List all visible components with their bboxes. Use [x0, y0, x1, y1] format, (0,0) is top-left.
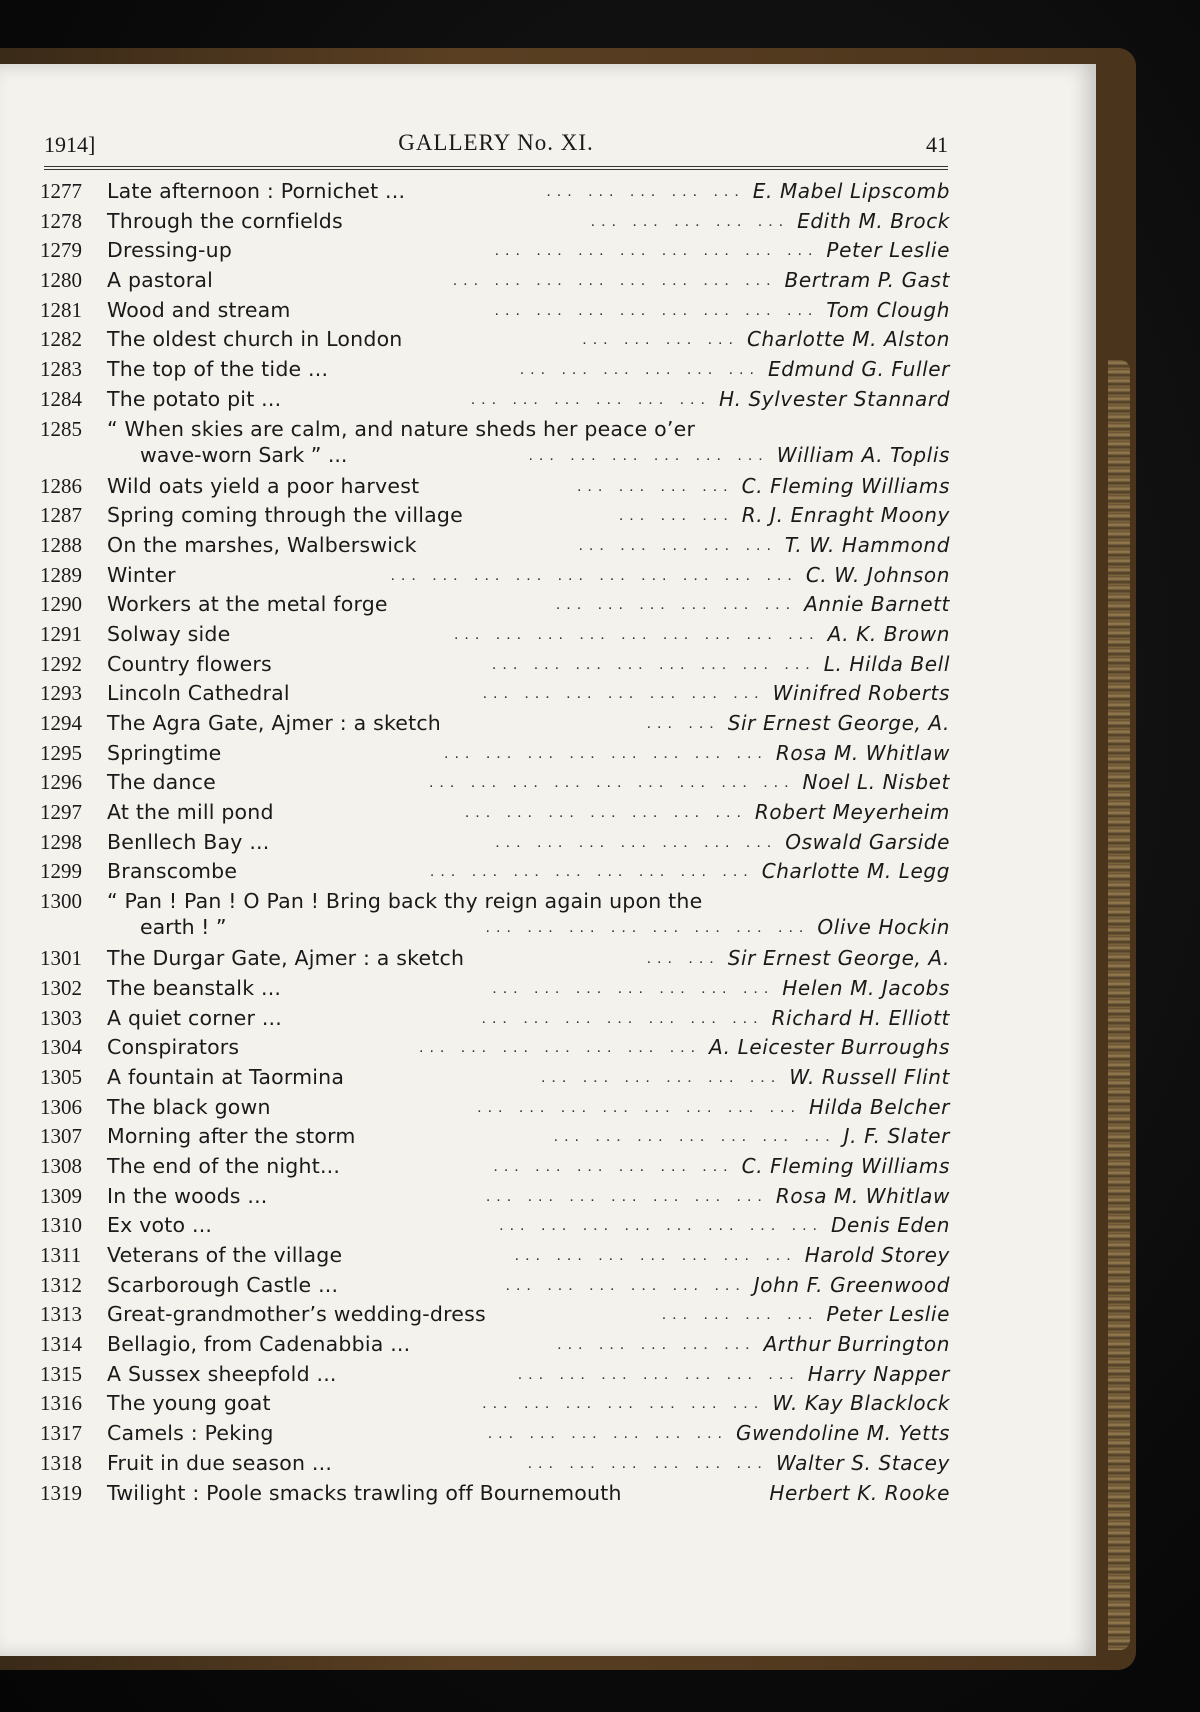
header-year: 1914]: [44, 132, 96, 157]
entry-number: 1281: [40, 297, 82, 322]
dot-leader: ... ... ... ... ... ... ...: [485, 1187, 768, 1205]
entry-artist: Hilda Belcher: [808, 1094, 950, 1119]
entry-title: Conspirators: [107, 1035, 240, 1060]
catalogue-entry: [40, 1479, 950, 1509]
entry-title: The Agra Gate, Ajmer : a sketch: [107, 711, 441, 735]
dot-leader: ... ... ... ... ... ... ...: [482, 685, 765, 703]
entry-title: Ex voto ...: [107, 1213, 213, 1238]
catalogue-entry: [40, 768, 950, 798]
entry-title: Great-grandmother’s wedding-dress: [107, 1302, 486, 1327]
catalogue-entry: [40, 1033, 950, 1063]
entry-artist: A. K. Brown: [827, 621, 950, 646]
entry-title: The potato pit ...: [107, 386, 282, 411]
dot-leader: ... ... ... ... ... ... ...: [517, 1365, 800, 1383]
catalogue-entry: [40, 650, 950, 680]
entry-artist: Winifred Roberts: [772, 681, 950, 706]
entry-title: The black gown: [107, 1094, 271, 1119]
entry-title: Dressing-up: [107, 238, 233, 263]
entry-artist: Charlotte M. Legg: [761, 859, 950, 884]
header-gallery-title: GALLERY No. XI.: [398, 130, 594, 155]
catalogue-entry: [40, 325, 950, 355]
entry-number: 1304: [40, 1035, 82, 1060]
entry-artist: Edith M. Brock: [797, 208, 950, 233]
catalogue-entry: [40, 1389, 950, 1419]
catalogue-entry: [40, 1152, 950, 1182]
catalogue-entry: [40, 1182, 950, 1212]
dot-leader: ... ... ... ... ... ...: [540, 1068, 782, 1086]
entry-number: 1286: [40, 473, 82, 498]
entry-number: 1319: [40, 1480, 82, 1505]
entry-artist: J. F. Slater: [843, 1124, 950, 1149]
entry-number: 1280: [40, 268, 82, 293]
entry-title: A quiet corner ...: [107, 1005, 282, 1030]
entry-title: Fruit in due season ...: [107, 1450, 333, 1475]
entry-artist: R. J. Enraght Moony: [741, 503, 950, 528]
entry-title: The beanstalk ...: [107, 975, 282, 1000]
entry-number: 1292: [40, 651, 82, 676]
entry-artist: Tom Clough: [826, 297, 950, 322]
entry-title: Veterans of the village: [107, 1243, 343, 1267]
entry-title: Springtime: [107, 740, 222, 765]
entry-number: 1310: [40, 1213, 82, 1238]
catalogue-entry: [40, 739, 950, 769]
entry-title: A pastoral: [107, 268, 214, 293]
entry-number: 1294: [40, 711, 82, 735]
entry-number: 1287: [40, 503, 82, 528]
entry-title: The dance: [107, 770, 216, 795]
page-number: 41: [926, 132, 948, 157]
marbled-page-edge: [1108, 360, 1130, 1650]
entry-title: At the mill pond: [107, 800, 274, 825]
entry-number: 1288: [40, 532, 82, 557]
entry-title: Wood and stream: [107, 297, 291, 322]
entry-title: Scarborough Castle ...: [107, 1272, 339, 1297]
entry-artist: Walter S. Stacey: [775, 1450, 950, 1475]
dot-leader: ... ... ... ... ...: [578, 536, 777, 554]
dot-leader: ... ... ... ... ... ... ... ...: [444, 744, 768, 762]
dot-leader: ... ... ... ... ... ... ... ... ...: [428, 774, 795, 792]
dot-leader: ... ... ... ... ... ... ...: [553, 1128, 836, 1146]
catalogue-entry: [40, 974, 950, 1004]
dot-leader: ... ... ... ... ... ... ... ...: [477, 1098, 801, 1116]
catalogue-entry: [40, 355, 950, 385]
entry-number: 1306: [40, 1094, 82, 1119]
catalogue-entry: [40, 679, 950, 709]
entry-number: 1289: [40, 562, 82, 587]
entry-artist: Denis Eden: [830, 1213, 950, 1238]
entry-artist: C. W. Johnson: [805, 562, 950, 587]
dot-leader: ... ... ... ... ... ... ...: [419, 1039, 702, 1057]
entry-title: Spring coming through the village: [107, 503, 463, 528]
entry-title: Bellagio, from Cadenabbia ...: [107, 1332, 411, 1357]
entry-number: 1302: [40, 975, 82, 1000]
entry-number: 1316: [40, 1391, 82, 1416]
catalogue-entry: [40, 1300, 950, 1330]
catalogue-entry: [40, 944, 950, 974]
entry-artist: Oswald Garside: [785, 829, 950, 854]
dot-leader: ... ... ... ...: [582, 331, 739, 349]
dot-leader: ... ... ... ... ... ... ... ...: [452, 272, 777, 290]
entry-number: 1290: [40, 592, 82, 617]
entry-artist: Harry Napper: [807, 1361, 950, 1386]
entry-artist: Gwendoline M. Yetts: [735, 1421, 950, 1446]
dot-leader: ... ... ... ... ... ... ...: [482, 1395, 765, 1413]
dot-leader: ... ... ... ... ...: [546, 183, 745, 200]
entry-title: The end of the night...: [107, 1153, 341, 1178]
entry-artist: Rosa M. Whitlaw: [775, 740, 950, 765]
entry-artist: Annie Barnett: [804, 592, 950, 617]
entry-title: “ Pan ! Pan ! O Pan ! Bring back thy reign again upon the: [107, 889, 703, 914]
book-page: [0, 64, 1096, 1656]
entry-artist: W. Kay Blacklock: [772, 1391, 950, 1416]
dot-leader: ... ... ... ... ... ... ... ... ... ...: [390, 566, 798, 584]
entry-number: 1284: [40, 386, 82, 411]
entry-number: 1318: [40, 1450, 82, 1475]
header-rule: [44, 166, 948, 170]
catalogue-entry: [40, 561, 950, 591]
dot-leader: ... ... ... ... ... ... ... ...: [494, 242, 819, 260]
entry-number: 1279: [40, 238, 82, 263]
catalogue-entry: [40, 590, 950, 620]
entry-number: 1305: [40, 1064, 82, 1089]
entry-artist: Peter Leslie: [826, 238, 950, 263]
catalogue-entry: [40, 1330, 950, 1360]
entry-artist: Sir Ernest George, A.: [727, 711, 950, 735]
catalogue-entry: [40, 1093, 950, 1123]
catalogue-entry: [40, 266, 950, 296]
entry-artist: Harold Storey: [804, 1243, 950, 1267]
entry-title: A Sussex sheepfold ...: [107, 1361, 337, 1386]
entry-title: Twilight : Poole smacks trawling off Bournemouth: [107, 1480, 622, 1505]
catalogue-entry: [40, 385, 950, 415]
catalogue-list: [40, 177, 950, 1508]
entry-number: 1312: [40, 1272, 82, 1297]
entry-title: Benllech Bay ...: [107, 829, 270, 854]
entry-title: On the marshes, Walberswick: [107, 532, 417, 557]
entry-number: 1311: [40, 1243, 82, 1267]
entry-number: 1278: [40, 208, 82, 233]
entry-artist: Robert Meyerheim: [754, 800, 950, 825]
catalogue-entry: [40, 857, 950, 887]
entry-title: Workers at the metal forge: [107, 592, 388, 617]
catalogue-entry: [40, 1271, 950, 1301]
entry-artist: John F. Greenwood: [753, 1272, 950, 1297]
catalogue-entry: [40, 1419, 950, 1449]
entry-number: 1300: [40, 889, 82, 914]
catalogue-entry: [40, 177, 950, 207]
entry-number: 1277: [40, 179, 82, 203]
entry-artist: E. Mabel Lipscomb: [752, 179, 950, 203]
entry-number: 1307: [40, 1124, 82, 1149]
entry-artist: William A. Toplis: [776, 442, 950, 467]
dot-leader: ... ... ... ...: [576, 477, 734, 495]
entry-number: 1299: [40, 859, 82, 884]
entry-title: Branscombe: [107, 859, 238, 884]
entry-title: A fountain at Taormina: [107, 1064, 345, 1089]
entry-artist: W. Russell Flint: [789, 1064, 950, 1089]
dot-leader: ... ... ... ... ... ... ... ...: [499, 1217, 823, 1235]
dot-leader: ... ... ... ... ... ... ... ...: [491, 655, 816, 673]
dot-leader: ... ... ... ... ... ...: [505, 1276, 746, 1294]
dot-leader: ... ... ... ... ... ... ...: [481, 1009, 764, 1027]
catalogue-entry: [40, 887, 950, 944]
entry-title-continued: wave-worn Sark ” ...: [140, 442, 348, 467]
entry-artist: Peter Leslie: [826, 1302, 950, 1327]
dot-leader: ... ... ... ... ... ... ...: [464, 804, 747, 822]
catalogue-entry: [40, 1449, 950, 1479]
entry-number: 1308: [40, 1153, 82, 1178]
entry-artist: C. Fleming Williams: [741, 473, 950, 498]
page-header: [44, 126, 948, 166]
entry-artist: Noel L. Nisbet: [802, 770, 950, 795]
entry-number: 1315: [40, 1361, 82, 1386]
entry-title: Country flowers: [107, 651, 272, 676]
entry-title: The top of the tide ...: [107, 357, 329, 382]
entry-title: Camels : Peking: [107, 1421, 274, 1446]
entry-title: In the woods ...: [107, 1183, 268, 1208]
entry-number: 1303: [40, 1005, 82, 1030]
entry-title: The oldest church in London: [107, 327, 403, 352]
dot-leader: ... ...: [646, 950, 720, 968]
dot-leader: ... ... ... ... ... ...: [555, 596, 797, 614]
entry-number: 1296: [40, 770, 82, 795]
dot-leader: ... ... ... ... ... ... ... ...: [494, 301, 819, 319]
entry-number: 1291: [40, 621, 82, 646]
entry-number: 1283: [40, 357, 82, 382]
dot-leader: ... ... ... ... ...: [590, 212, 790, 230]
catalogue-entry: [40, 620, 950, 650]
dot-leader: ... ... ... ... ... ... ... ...: [485, 919, 810, 937]
entry-title: Lincoln Cathedral: [107, 681, 290, 706]
catalogue-entry: [40, 709, 950, 739]
entry-number: 1313: [40, 1302, 82, 1327]
entry-number: 1301: [40, 946, 82, 971]
entry-title: The Durgar Gate, Ajmer : a sketch: [107, 946, 465, 971]
entry-title: Through the cornfields: [107, 208, 343, 233]
entry-artist: Rosa M. Whitlaw: [775, 1183, 950, 1208]
entry-artist: Olive Hockin: [817, 915, 950, 940]
dot-leader: ... ... ... ... ... ...: [527, 1454, 768, 1472]
catalogue-entry: [40, 501, 950, 531]
entry-artist: Edmund G. Fuller: [767, 357, 950, 382]
entry-number: 1298: [40, 829, 82, 854]
entry-artist: Arthur Burrington: [763, 1332, 950, 1357]
dot-leader: ... ... ... ... ...: [557, 1336, 756, 1354]
catalogue-entry: [40, 1063, 950, 1093]
entry-title: “ When skies are calm, and nature sheds her peace o’er: [107, 416, 696, 441]
entry-title: Morning after the storm: [107, 1124, 356, 1149]
entry-number: 1314: [40, 1332, 82, 1357]
catalogue-entry: [40, 531, 950, 561]
entry-number: 1317: [40, 1421, 82, 1446]
dot-leader: ... ... ... ... ... ... ... ... ...: [453, 625, 820, 643]
catalogue-entry: [40, 1211, 950, 1241]
entry-artist: Sir Ernest George, A.: [727, 946, 950, 971]
entry-number: 1309: [40, 1183, 82, 1208]
entry-artist: Charlotte M. Alston: [746, 327, 950, 352]
catalogue-entry: [40, 798, 950, 828]
entry-artist: Richard H. Elliott: [771, 1005, 950, 1030]
entry-number: 1285: [40, 416, 82, 441]
entry-number: 1297: [40, 800, 82, 825]
dot-leader: ... ...: [646, 715, 720, 732]
entry-title: Late afternoon : Pornichet ...: [107, 179, 406, 203]
catalogue-entry: [40, 472, 950, 502]
catalogue-entry: [40, 1241, 950, 1271]
entry-artist: C. Fleming Williams: [741, 1153, 950, 1178]
catalogue-entry: [40, 1360, 950, 1390]
catalogue-entry: [40, 1122, 950, 1152]
entry-artist: Bertram P. Gast: [784, 268, 950, 293]
dot-leader: ... ... ... ... ... ... ...: [495, 833, 778, 851]
dot-leader: ... ... ... ... ... ...: [487, 1425, 728, 1443]
catalogue-entry: [40, 828, 950, 858]
dot-leader: ... ... ... ... ... ...: [493, 1157, 734, 1175]
dot-leader: ... ... ... ... ... ... ...: [514, 1247, 797, 1264]
entry-artist: Herbert K. Rooke: [769, 1480, 950, 1505]
entry-artist: A. Leicester Burroughs: [709, 1035, 950, 1060]
entry-number: 1293: [40, 681, 82, 706]
entry-artist: L. Hilda Bell: [823, 651, 950, 676]
entry-number: 1282: [40, 327, 82, 352]
dot-leader: ... ... ...: [618, 507, 734, 525]
entry-title: The young goat: [107, 1391, 271, 1416]
catalogue-entry: [40, 296, 950, 326]
catalogue-entry: [40, 415, 950, 472]
entry-artist: H. Sylvester Stannard: [718, 386, 950, 411]
entry-number: 1295: [40, 740, 82, 765]
entry-title-continued: earth ! ”: [140, 915, 227, 940]
dot-leader: ... ... ... ... ... ... ...: [492, 979, 775, 997]
entry-artist: T. W. Hammond: [784, 532, 950, 557]
dot-leader: ... ... ... ... ... ...: [470, 390, 711, 408]
catalogue-entry: [40, 236, 950, 266]
entry-title: Solway side: [107, 621, 231, 646]
dot-leader: ... ... ... ... ... ...: [528, 446, 769, 464]
dot-leader: ... ... ... ... ... ...: [519, 361, 760, 379]
catalogue-entry: [40, 1004, 950, 1034]
dot-leader: ... ... ... ...: [661, 1306, 819, 1324]
entry-title: Winter: [107, 562, 176, 587]
dot-leader: ... ... ... ... ... ... ... ...: [429, 863, 754, 881]
entry-title: Wild oats yield a poor harvest: [107, 473, 420, 498]
catalogue-entry: [40, 207, 950, 237]
entry-artist: Helen M. Jacobs: [782, 975, 950, 1000]
